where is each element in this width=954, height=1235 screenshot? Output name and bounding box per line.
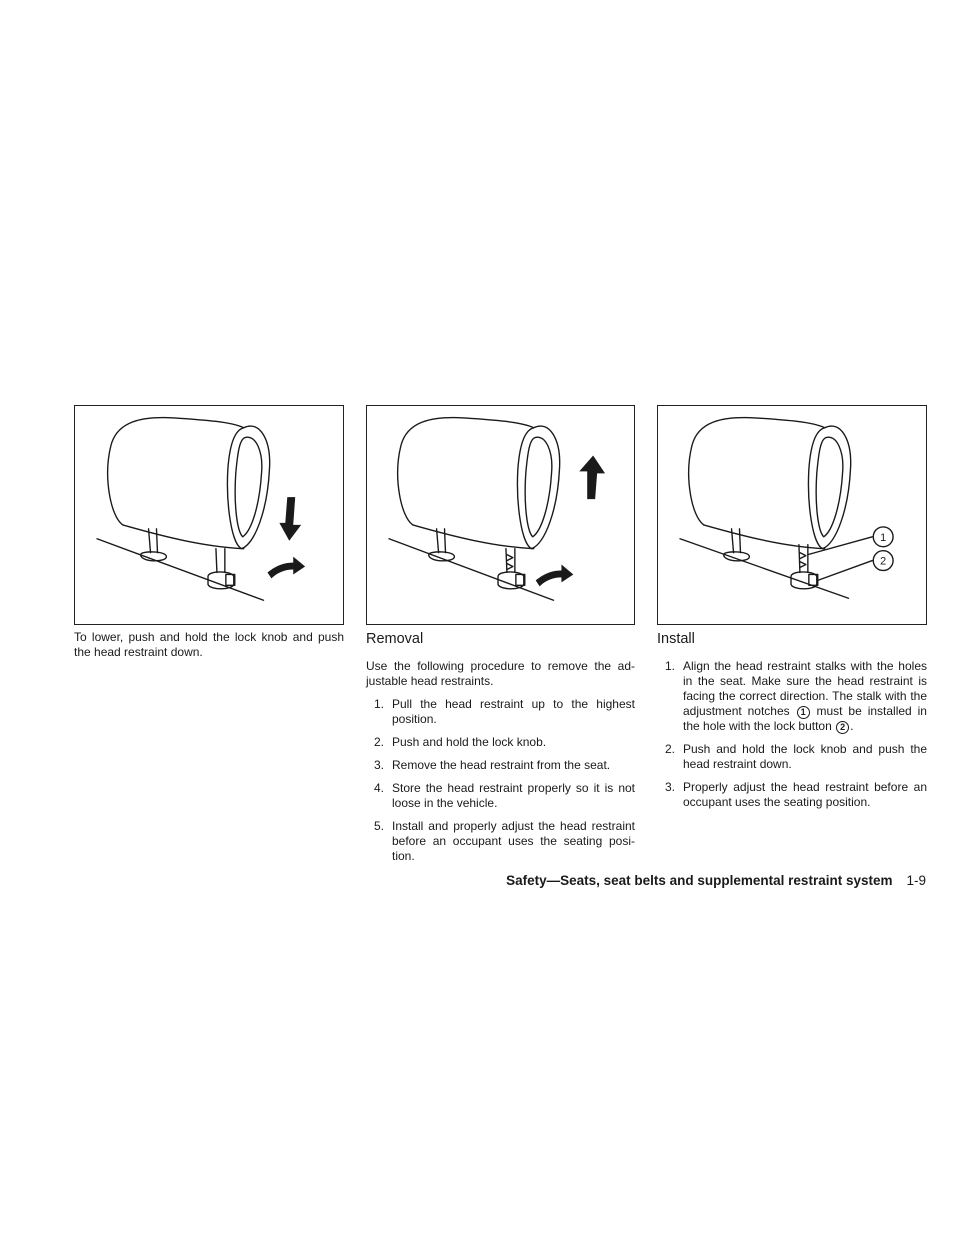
removal-column (366, 630, 635, 872)
section-title: Safety—Seats, seat belts and supplemental restraint system (506, 873, 893, 888)
callout-ref-2: 2 (836, 721, 849, 734)
step-text: Push and hold the lock knob and push the head restraint down. (683, 742, 927, 771)
head-restraint-lower-illustration (75, 406, 343, 624)
head-restraint-removal-illustration (367, 406, 634, 624)
list-item (657, 659, 927, 734)
removal-intro: Use the following procedure to remove the ad-justable head restraints. (366, 659, 635, 688)
list-item (657, 742, 927, 772)
arrow-push-icon (267, 557, 305, 579)
list-item (366, 819, 635, 864)
arrow-down-icon (279, 497, 301, 541)
step-number: 1. (665, 659, 676, 673)
step-text: Pull the head restraint up to the highest position. (392, 697, 635, 726)
step-text: Install and properly adjust the head restraint before an occupant uses the seating posi-tion. (392, 819, 635, 863)
list-item (366, 781, 635, 811)
callout-2-label: 2 (880, 555, 887, 568)
step-text: must be installed in the hole with the lock button (683, 704, 927, 733)
step-number: 1. (374, 697, 385, 711)
install-heading: Install (657, 631, 695, 647)
removal-heading: Removal (366, 631, 424, 647)
step-number: 4. (374, 781, 385, 795)
step-number: 2. (374, 735, 385, 749)
figure-caption: To lower, push and hold the lock knob and push the head restraint down. (74, 630, 344, 659)
step-text: Properly adjust the head restraint before an occupant uses the seating position. (683, 780, 927, 809)
figure-install-head-restraint (657, 405, 927, 625)
list-item (366, 697, 635, 727)
step-number: 2. (665, 742, 676, 756)
caption-column (74, 630, 344, 660)
page-footer (506, 873, 926, 889)
figure-remove-head-restraint (366, 405, 635, 625)
step-text: Push and hold the lock knob. (392, 735, 547, 749)
step-text: Align the head restraint stalks with the holes in the seat. Make sure the head restraint is facing the correct direction. The stalk with the adjustment notches (683, 659, 927, 718)
step-number: 3. (665, 780, 676, 794)
step-text: Remove the head restraint from the seat. (392, 758, 611, 772)
install-steps (657, 659, 927, 810)
callout-1-label: 1 (880, 531, 887, 544)
step-number: 5. (374, 819, 385, 833)
install-column (657, 630, 927, 818)
list-item (366, 735, 635, 750)
page-number: 1-9 (906, 873, 926, 888)
list-item (657, 780, 927, 810)
removal-steps (366, 697, 635, 864)
step-text: Store the head restraint properly so it is not loose in the vehicle. (392, 781, 635, 810)
step-number: 3. (374, 758, 385, 772)
callout-ref-1: 1 (797, 706, 810, 719)
figure-lower-head-restraint (74, 405, 344, 625)
head-restraint-install-illustration (658, 406, 926, 624)
list-item (366, 758, 635, 773)
arrow-push-icon (536, 565, 574, 587)
arrow-up-icon (579, 456, 605, 500)
step-text: . (850, 719, 854, 733)
